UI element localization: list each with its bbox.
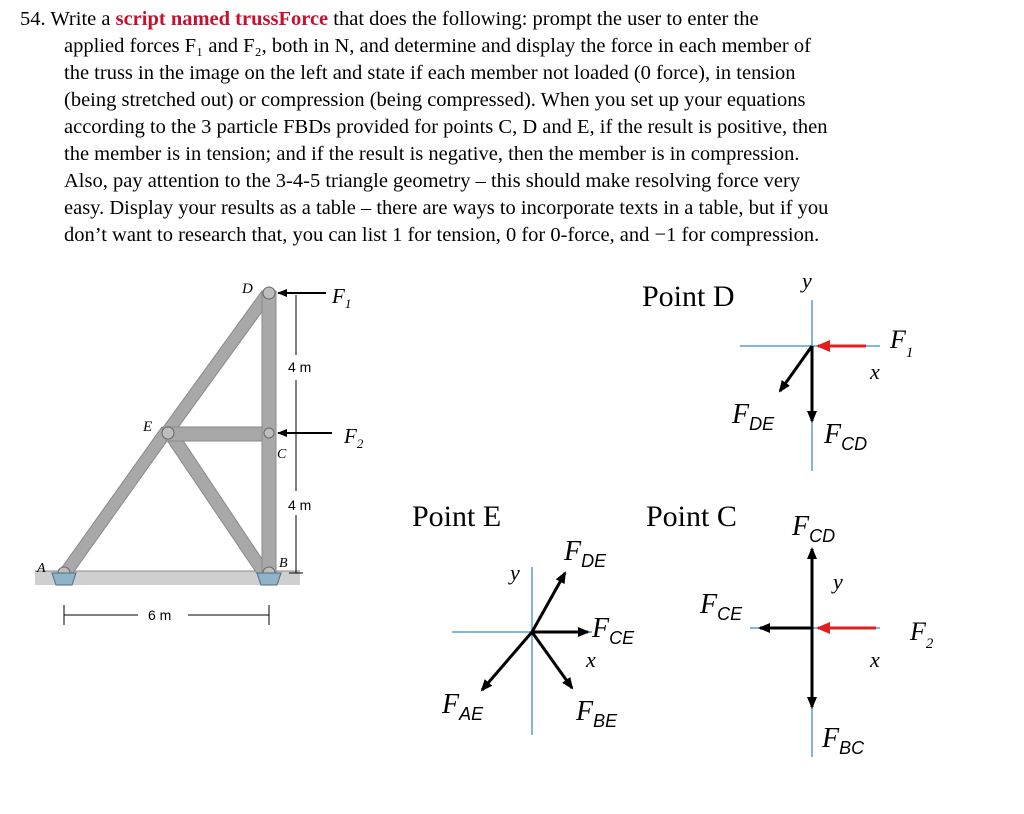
point-e-axis-x: x xyxy=(586,647,596,672)
point-d-f1-label: $F_1$ xyxy=(890,325,914,361)
problem-line-8: easy. Display your results as a table – there are ways to incorporate texts in a table, but if you xyxy=(64,197,829,219)
point-e-fde-label: $F_{DE}$ xyxy=(564,536,607,571)
point-d-fcd-label: $F_{CD}$ xyxy=(824,419,868,454)
point-c-fce-label: $F_{CE}$ xyxy=(700,589,743,624)
member-ec xyxy=(166,427,268,441)
fbd-diagrams xyxy=(400,255,1020,795)
point-c-title: Point C xyxy=(646,500,737,533)
member-ae xyxy=(58,427,174,577)
problem-line-5: according to the 3 particle FBDs provided for points C, D and E, if the result is positive, then xyxy=(64,116,828,138)
point-d-fde-label: $F_{DE}$ xyxy=(732,399,775,434)
point-c-axis-x: x xyxy=(870,647,880,672)
force-f2-label: $F_2$ xyxy=(344,424,364,451)
problem-line-6: the member is in tension; and if the result is negative, then the member is in compression. xyxy=(64,143,800,165)
line1-post: that does the following: prompt the user to enter the xyxy=(328,8,759,30)
member-de xyxy=(162,291,274,433)
problem-line-3: the truss in the image on the left and state if each member not loaded (0 force), in tension xyxy=(64,62,796,84)
problem-line-2: applied forces F₁ and F₂, both in N, and determine and display the force in each member of xyxy=(64,35,811,57)
point-e-axis-y: y xyxy=(510,560,520,585)
member-be xyxy=(162,427,274,581)
force-f1-label: $F_1$ xyxy=(332,284,352,311)
point-d-title: Point D xyxy=(642,280,735,313)
node-label-a: A xyxy=(37,561,46,576)
script-name-highlight: script named trussForce xyxy=(115,8,329,30)
point-c-axis-y: y xyxy=(833,569,843,594)
dim-label-width: 6 m xyxy=(148,607,172,623)
fbd-point-e xyxy=(412,500,635,735)
dim-label-bottom: 4 m xyxy=(288,497,312,513)
problem-statement xyxy=(20,6,1005,249)
point-c-f2-label: $F_2$ xyxy=(910,617,934,652)
problem-line-7: Also, pay attention to the 3-4-5 triangle geometry – this should make resolving force very xyxy=(64,170,801,192)
point-e-title: Point E xyxy=(412,500,502,533)
point-e-fae-arrow xyxy=(482,632,532,690)
problem-line-4: (being stretched out) or compression (being compressed). When you set up your equations xyxy=(64,89,806,111)
fbd-point-d xyxy=(642,268,913,471)
node-label-b: B xyxy=(279,556,288,571)
support-a xyxy=(52,573,76,585)
support-b xyxy=(257,573,281,585)
line1-pre: Write a xyxy=(50,8,116,30)
node-label-e: E xyxy=(143,419,153,435)
problem-number: 54. xyxy=(20,8,46,30)
point-e-fbe-arrow xyxy=(532,632,572,688)
point-c-fcd-label: $F_{CD}$ xyxy=(792,511,836,546)
point-d-axis-y: y xyxy=(802,268,812,293)
problem-line-1 xyxy=(20,6,1005,33)
point-e-fbe-label: $F_{BE}$ xyxy=(576,696,618,731)
truss-figure xyxy=(0,255,400,645)
node-label-c: C xyxy=(277,447,287,462)
dim-label-top: 4 m xyxy=(288,359,312,375)
point-c-fbc-label: $F_{BC}$ xyxy=(822,723,865,758)
fbd-point-c xyxy=(646,500,934,758)
point-d-axis-x: x xyxy=(870,359,880,384)
problem-line-9: don’t want to research that, you can list 1 for tension, 0 for 0-force, and −1 for compression. xyxy=(64,224,820,246)
point-e-fde-arrow xyxy=(532,573,565,632)
node-label-d: D xyxy=(242,281,253,297)
point-e-fce-label: $F_{CE}$ xyxy=(592,613,635,648)
point-e-fae-label: $F_{AE}$ xyxy=(442,689,484,724)
point-d-fde-arrow xyxy=(780,346,812,391)
